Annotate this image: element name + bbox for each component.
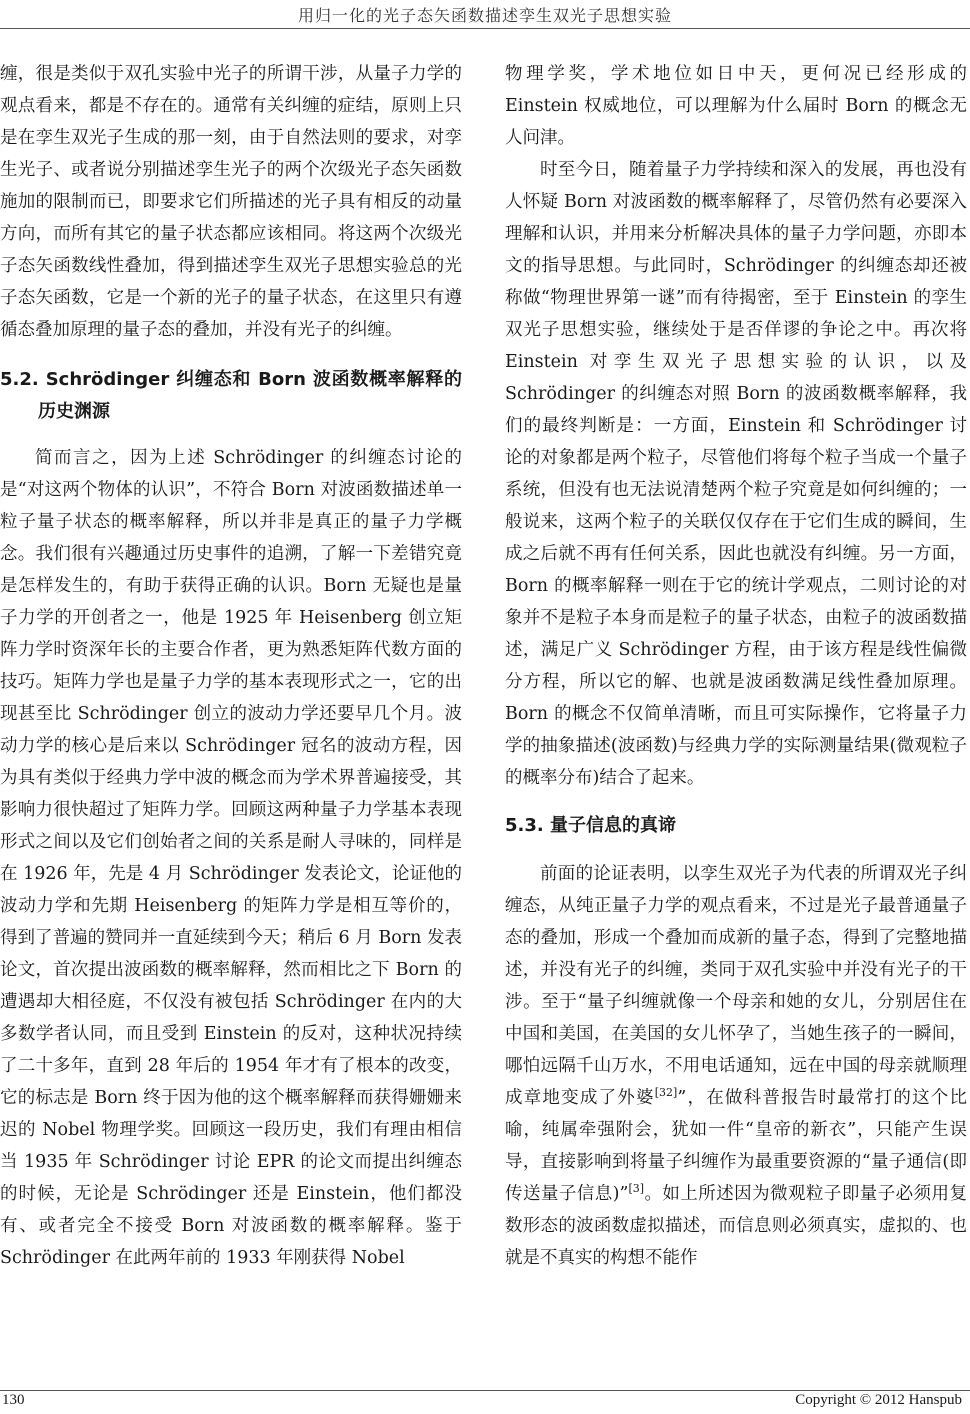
left-column	[0, 58, 462, 1274]
citation-32[interactable]: [32]	[654, 1086, 678, 1100]
right-paragraph-2: 时至今日，随着量子力学持续和深入的发展，再也没有人怀疑 Born 对波函数的概率解释了，尽管仍然有必要深入理解和认识，并用来分析解决具体的量子力学问题，亦即本文的指导思想。与此同时，Schrödinger 的纠缠态却还被称做“物理世界第一谜”而有待揭密，至于 Einstein 的孪生双光子思想实验，继续处于是否佯谬的争论之中。再次将 Einstein 对孪生双光子思想实验的认识，以及 Schrödinger 的纠缠态对照 Born 的波函数概率解释，我们的最终判断是：一方面，Einstein 和 Schrödinger 讨论的对象都是两个粒子，尽管他们将每个粒子当成一个量子系统，但没有也无法说清楚两个粒子究竟是如何纠缠的；一般说来，这两个粒子的关联仅仅存在于它们生成的瞬间，生成之后就不再有任何关系，因此也就没有纠缠。另一方面，Born 的概率解释一则在于它的统计学观点，二则讨论的对象并不是粒子本身而是粒子的量子状态，由粒子的波函数描述，满足广义 Schrödinger 方程，由于该方程是线性偏微分方程，所以它的解、也就是波函数满足线性叠加原理。Born 的概念不仅简单清晰，而且可实际操作，它将量子力学的抽象描述(波函数)与经典力学的实际测量结果(微观粒子的概率分布)结合了起来。	[505, 160, 967, 788]
right-paragraph-3	[505, 858, 967, 1274]
copyright-notice: Copyright © 2012 Hanspub	[795, 1392, 962, 1408]
right-paragraph-1: 物理学奖，学术地位如日中天，更何况已经形成的 Einstein 权威地位，可以理解为什么届时 Born 的概念无人问津。	[505, 64, 967, 148]
section-5-3-heading: 5.3. 量子信息的真谛	[505, 815, 676, 836]
paragraph-3-text-b: ”，在做科普报告时最常打的这个比喻，纯属牵强附会，犹如一件“皇帝的新衣”，只能产生误导，直接影响到将量子纠缠作为最重要资源的“量子通信(即传送量子信息)”	[505, 1088, 968, 1204]
section-5-2-heading: 5.2. Schrödinger 纠缠态和 Born 波函数概率解释的历史渊源	[0, 369, 462, 422]
running-header: 用归一化的光子态矢函数描述孪生双光子思想实验	[297, 6, 672, 25]
page-number: 130	[2, 1392, 25, 1408]
paragraph-3-text-a: 前面的论证表明，以孪生双光子为代表的所谓双光子纠缠态，从纯正量子力学的观点看来，不过是光子最普通量子态的叠加，形成一个叠加而成新的量子态，得到了完整地描述，并没有光子的纠缠，类同于双孔实验中并没有光子的干涉。至于“量子纠缠就像一个母亲和她的女儿，分别居住在中国和美国，在美国的女儿怀孕了，当她生孩子的一瞬间，哪怕远隔千山万水，不用电话通知，远在中国的母亲就顺理成章地变成了外婆	[505, 864, 967, 1108]
header-rule	[0, 28, 970, 29]
left-paragraph-1: 缠，很是类似于双孔实验中光子的所谓干涉，从量子力学的观点看来，都是不存在的。通常有关纠缠的症结，原则上只是在孪生双光子生成的那一刻，由于自然法则的要求，对孪生光子、或者说分别描述孪生光子的两个次级光子态矢函数施加的限制而已，即要求它们所描述的光子具有相反的动量方向，而所有其它的量子状态都应该相同。将这两个次级光子态矢函数线性叠加，得到描述孪生双光子思想实验总的光子态矢函数，它是一个新的光子的量子状态，在这里只有遵循态叠加原理的量子态的叠加，并没有光子的纠缠。	[0, 64, 462, 340]
paragraph-3-text-c: 。如上所述因为微观粒子即量子必须用复数形态的波函数虚拟描述，而信息则必须真实，虚拟的、也就是不真实的构想不能作	[505, 1184, 967, 1268]
footer-rule	[0, 1390, 970, 1391]
left-paragraph-2: 简而言之，因为上述 Schrödinger 的纠缠态讨论的是“对这两个物体的认识”，不符合 Born 对波函数描述单一粒子量子状态的概率解释，所以并非是真正的量子力学概念。我们很有兴趣通过历史事件的追溯，了解一下差错究竟是怎样发生的，有助于获得正确的认识。Born 无疑也是量子力学的开创者之一，他是 1925 年 Heisenberg 创立矩阵力学时资深年长的主要合作者，更为熟悉矩阵代数方面的技巧。矩阵力学也是量子力学的基本表现形式之一，它的出现甚至比 Schrödinger 创立的波动力学还要早几个月。波动力学的核心是后来以 Schrödinger 冠名的波动方程，因为具有类似于经典力学中波的概念而为学术界普遍接受，其影响力很快超过了矩阵力学。回顾这两种量子力学基本表现形式之间以及它们创始者之间的关系是耐人寻味的，同样是在 1926 年，先是 4 月 Schrödinger 发表论文，论证他的波动力学和先期 Heisenberg 的矩阵力学是相互等价的，得到了普遍的赞同并一直延续到今天；稍后 6 月 Born 发表论文，首次提出波函数的概率解释，然而相比之下 Born 的遭遇却大相径庭，不仅没有被包括 Schrödinger 在内的大多数学者认同，而且受到 Einstein 的反对，这种状况持续了二十多年，直到 28 年后的 1954 年才有了根本的改变，它的标志是 Born 终于因为他的这个概率解释而获得姗姗来迟的 Nobel 物理学奖。回顾这一段历史，我们有理由相信当 1935 年 Schrödinger 讨论 EPR 的论文而提出纠缠态的时候，无论是 Schrödinger 还是 Einstein，他们都没有、或者完全不接受 Born 对波函数的概率解释。鉴于 Schrödinger 在此两年前的 1933 年刚获得 Nobel	[0, 448, 462, 1268]
right-column	[505, 58, 967, 1274]
citation-3[interactable]: [3]	[628, 1182, 645, 1196]
